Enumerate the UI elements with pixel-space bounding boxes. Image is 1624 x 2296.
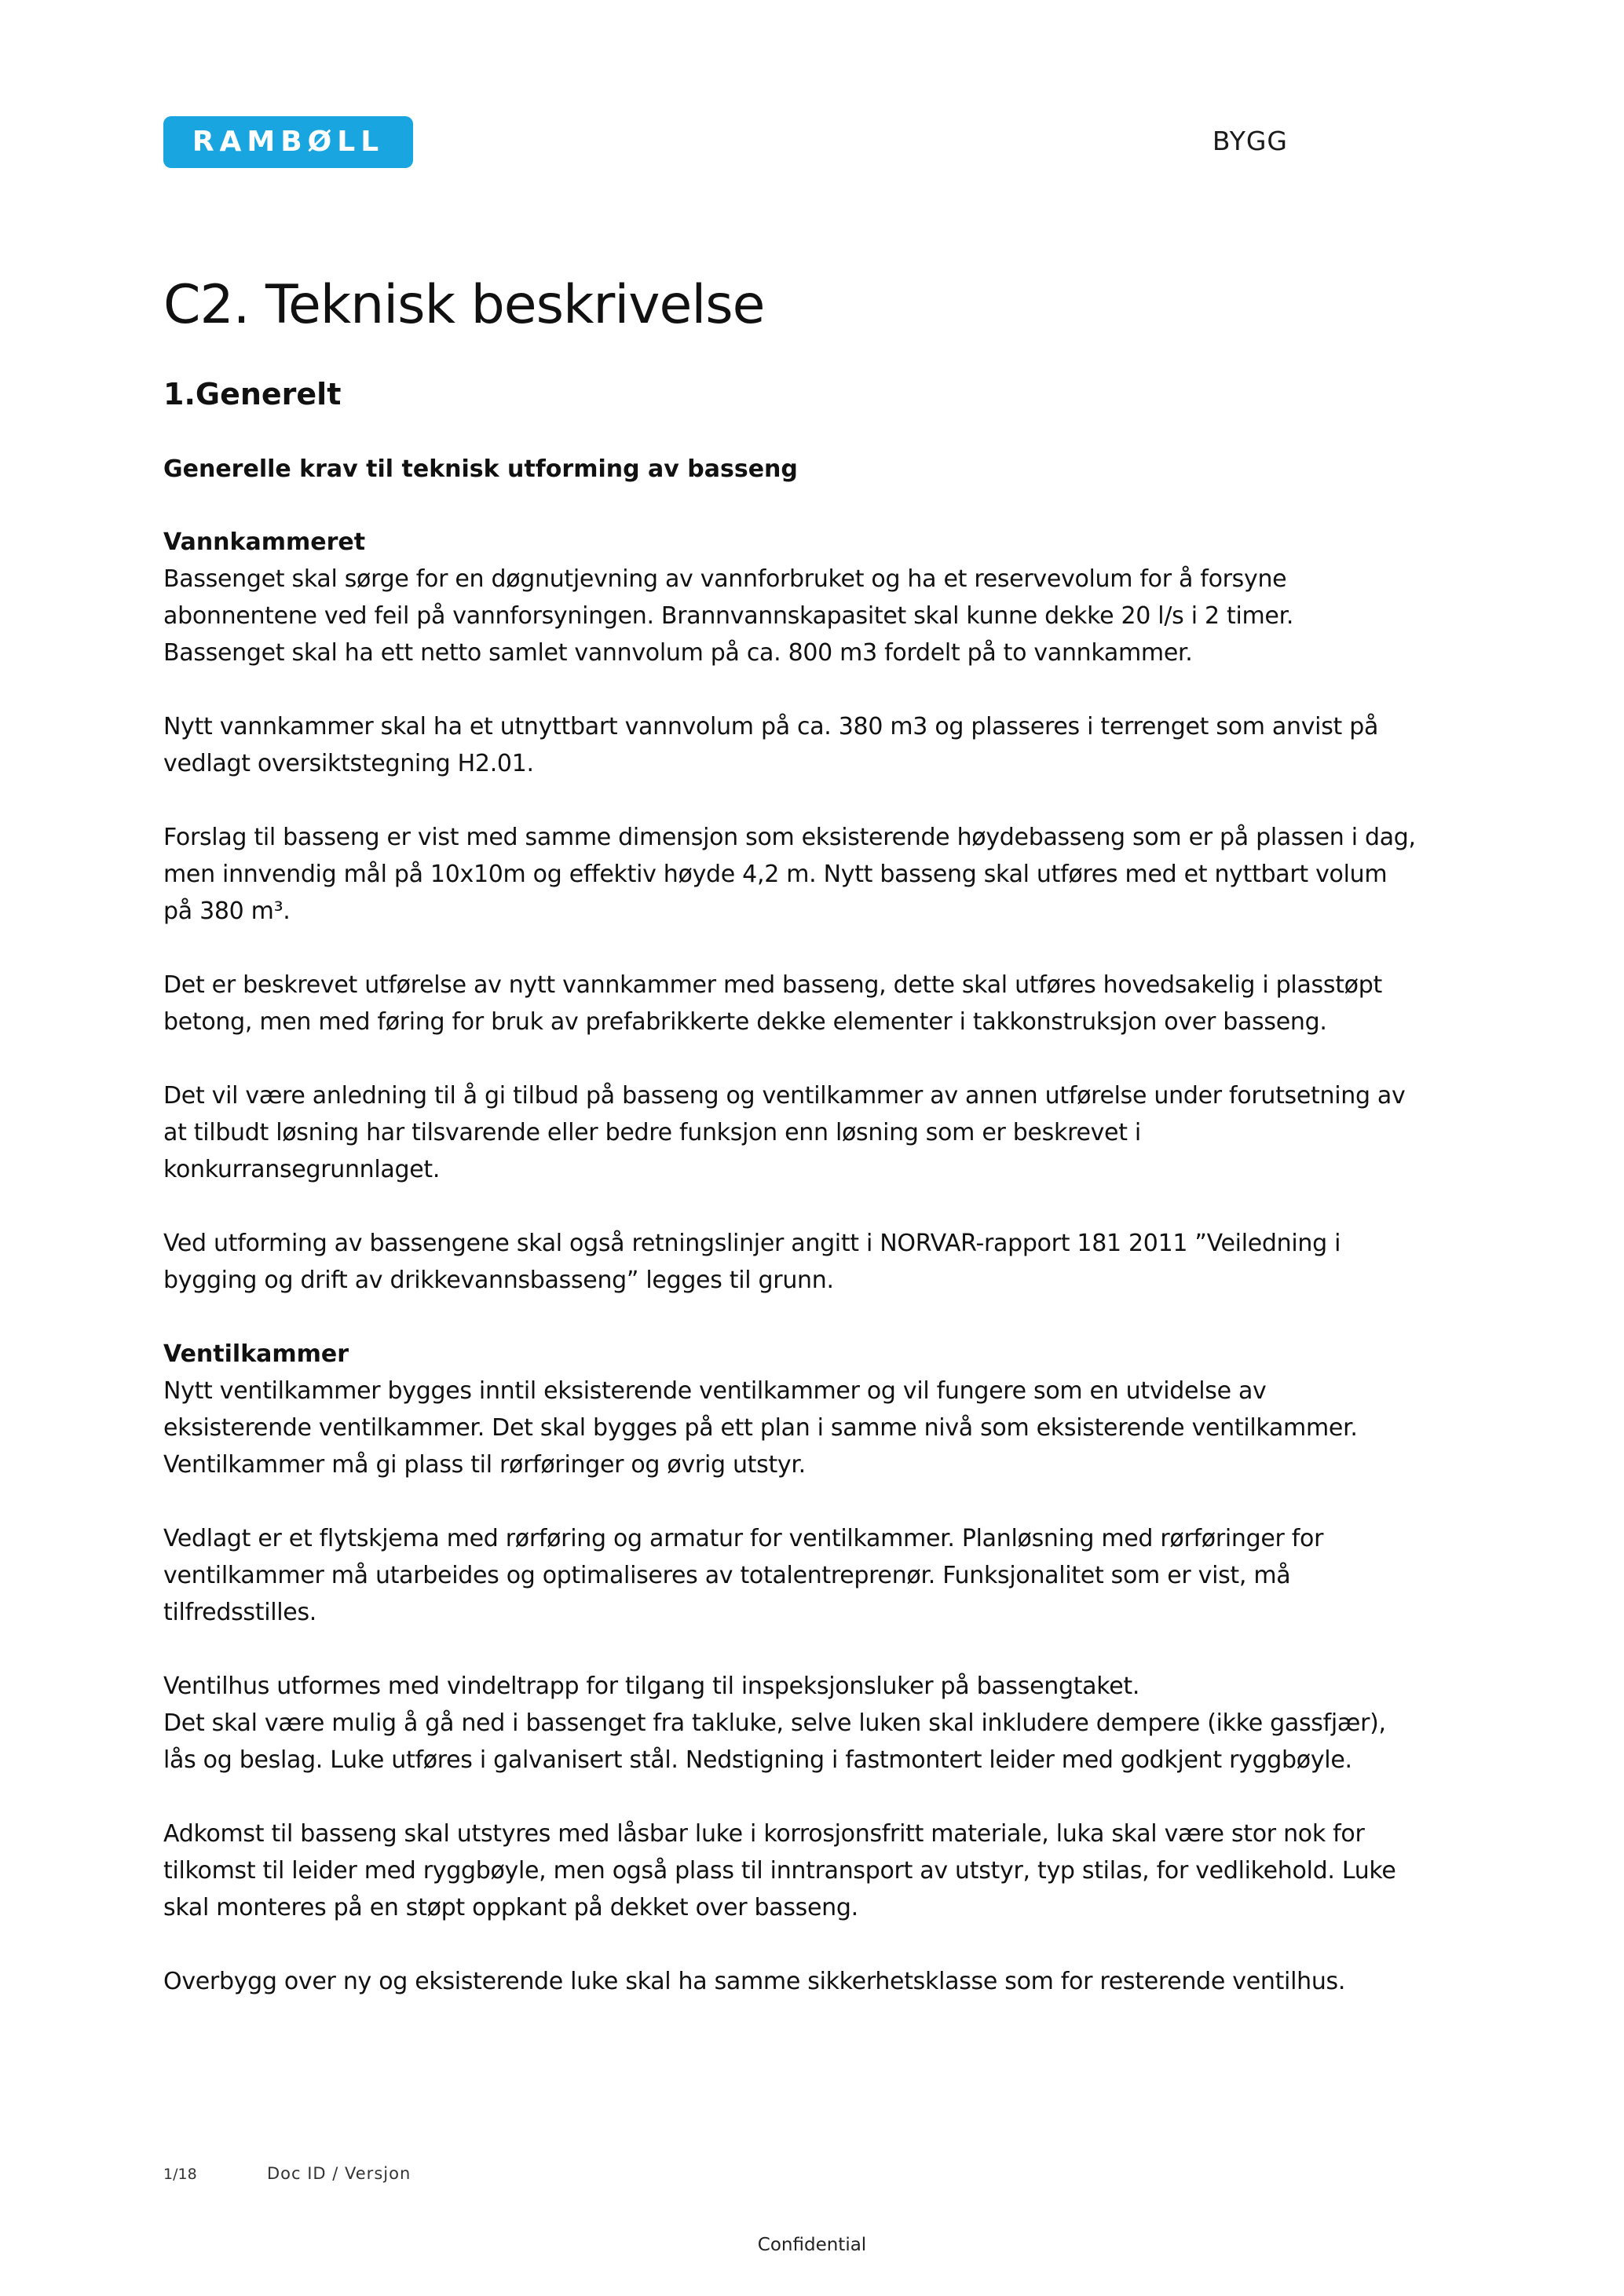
confidential-label: Confidential — [757, 2235, 867, 2255]
paragraph: Det vil være anledning til å gi tilbud på basseng og ventilkammer av annen utførelse under forutsetning av at tilbudt løsning har tilsvarende eller bedre funksjon enn løsning som er beskrevet i konkurransegrunnlaget. — [163, 1082, 1406, 1184]
document-body — [163, 273, 1483, 2037]
paragraph: Overbygg over ny og eksisterende luke skal ha samme sikkerhetsklasse som for resterende ventilhus. — [163, 1968, 1346, 1996]
paragraph: Nytt vannkammer skal ha et utnyttbart vannvolum på ca. 380 m3 og plasseres i terrenget som anvist på vedlagt oversiktstegning H2.01. — [163, 713, 1379, 778]
paragraph: Forslag til basseng er vist med samme dimensjon som eksisterende høydebasseng som er på plassen i dag, men innvendig mål på 10x10m og effektiv høyde 4,2 m. Nytt basseng skal utføres med et nyttbart volum på 380 m³. — [163, 824, 1416, 926]
ramboll-logo — [163, 116, 413, 168]
paragraph: Vedlagt er et flytskjema med rørføring og armatur for ventilkammer. Planløsning med rørføringer for ventilkammer må utarbeides og optimaliseres av totalentreprenør. Funksjonalitet som er vist, må tilfredsstilles. — [163, 1525, 1324, 1627]
paragraph: Bassenget skal sørge for en døgnutjevning av vannforbruket og ha et reservevolum for å forsyne abonnentene ved feil på vannforsyningen. Brannvannskapasitet skal kunne dekke 20 l/s i 2 timer. Bassenget skal ha ett netto samlet vannvolum på ca. 800 m3 fordelt på to vannkammer. — [163, 565, 1294, 667]
logo-text: RAMBØLL — [192, 126, 385, 158]
page-number: 1/18 — [163, 2166, 197, 2183]
heading-vannkammeret: Vannkammeret — [163, 528, 366, 557]
paragraph: Nytt ventilkammer bygges inntil eksisterende ventilkammer og vil fungere som en utvidelse av eksisterende ventilkammer. Det skal bygges på ett plan i samme nivå som eksisterende ventilkammer. Ventilkammer må gi plass til rørføringer og øvrig utstyr. — [163, 1377, 1358, 1479]
document-title: C2. Teknisk beskrivelse — [163, 274, 765, 336]
paragraph: Ventilhus utformes med vindeltrapp for tilgang til inspeksjonsluker på bassengtaket. Det skal være mulig å gå ned i bassenget fra takluke, selve luken skal inkludere dempere (ikke gassfjær), lås og beslag. Luke utføres i galvanisert stål. Nedstigning i fastmontert leider med godkjent ryggbøyle. — [163, 1673, 1386, 1775]
subsection-title: Generelle krav til teknisk utforming av basseng — [163, 455, 798, 484]
section-title: 1.Generelt — [163, 376, 342, 411]
heading-ventilkammer: Ventilkammer — [163, 1340, 349, 1369]
department-label: BYGG — [1212, 126, 1288, 156]
paragraph: Ved utforming av bassengene skal også retningslinjer angitt i NORVAR-rapport 181 2011 ”Veiledning i bygging og drift av drikkevannsbasseng” legges til grunn. — [163, 1230, 1341, 1295]
paragraph: Adkomst til basseng skal utstyres med låsbar luke i korrosjonsfritt materiale, luka skal være stor nok for tilkomst til leider med ryggbøyle, men også plass til inntransport av utstyr, typ stilas, for vedlikehold. Luke skal monteres på en støpt oppkant på dekket over basseng. — [163, 1820, 1396, 1922]
paragraph: Det er beskrevet utførelse av nytt vannkammer med basseng, dette skal utføres hovedsakelig i plasstøpt betong, men med føring for bruk av prefabrikkerte dekke elementer i takkonstruksjon over basseng. — [163, 971, 1382, 1036]
doc-id-version: Doc ID / Versjon — [267, 2164, 411, 2183]
